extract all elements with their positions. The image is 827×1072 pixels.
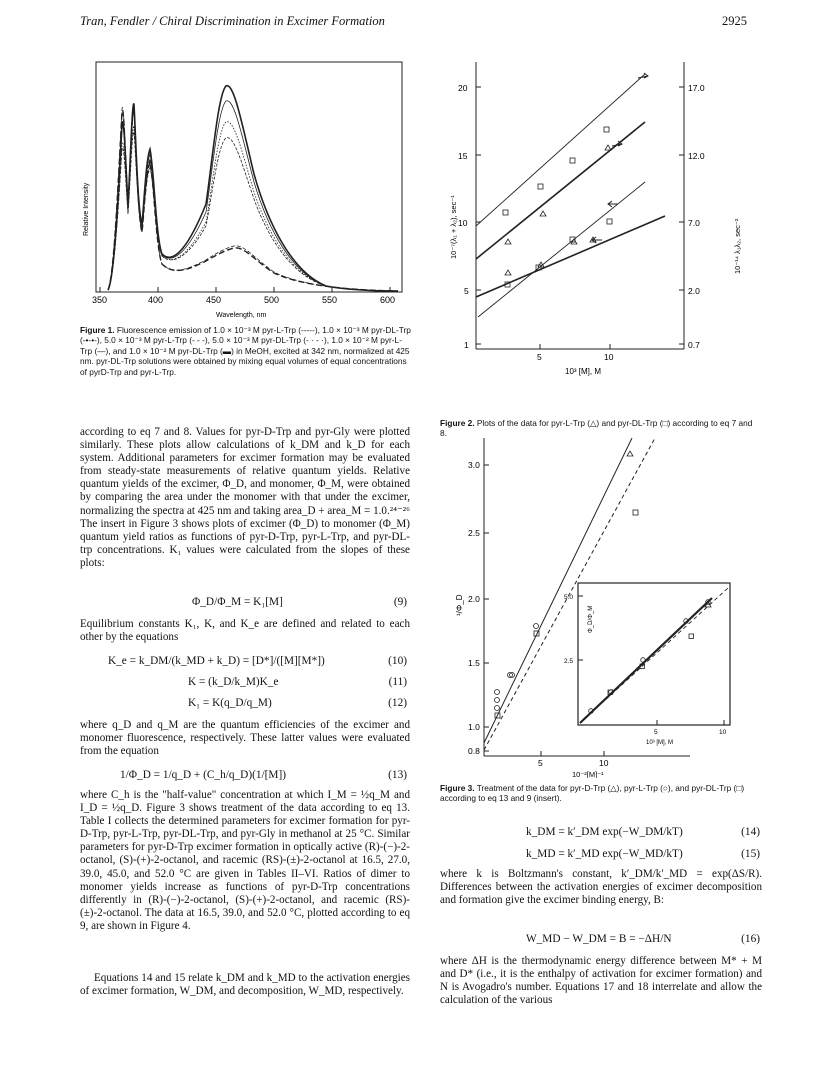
- equation-12-number: (12): [388, 697, 407, 709]
- left-paragraph-3: where q_D and q_M are the quantum efficiencies of the excimer and monomer fluorescence, respectively. These latter values were evaluated from the equation: [80, 719, 410, 758]
- fig2-rtick-07: 0.7: [688, 340, 700, 350]
- fig2-ytick-20: 20: [458, 83, 468, 93]
- left-paragraph-4: where C_h is the "half-value" concentration at which I_M = ½q_M and I_D = ½q_D. Figure 3 shows treatment of the data according to eq 13. Table I collects the determined parameters for excimer formation for pyr-D-Trp, pyr-L-Trp, pyr-DL-Trp, and pyr-Gly in methanol at 25 °C. Similar parameters for pyr-D-Trp excimer formation in optically active (R)-(−)-2-octanol, (S)-(+)-2-octanol, and racemic (RS)-(±)-2-octanol at 16.5, 27.0, 39.0, 45.0, and 52.0 °C are given in Tables II–VI. Ratios of dimer to monomer yields increase as functions of pyr-D-Trp concentrations differently in (R)-(−)-2-octanol, (S)-(+)-2-octanol, and racemic (RS)-(±)-2-octanol. The data at 16.5, 39.0, and 52.0 °C, plotted according to eq 9, are shown in Figure 4.: [80, 789, 410, 932]
- equation-11-number: (11): [388, 676, 407, 688]
- fig3-inset-ytick-25: 2.5: [564, 658, 574, 665]
- page-number: 2925: [722, 14, 747, 28]
- equation-13: [80, 769, 407, 783]
- equation-10-number: (10): [388, 655, 407, 667]
- fig1-ylabel: Relative Intensity: [83, 182, 90, 236]
- right-paragraph-1: where k is Boltzmann's constant, k′_DM/k′_MD = exp(ΔS/R). Differences between the activation energies of excimer decomposition and formation give the excimer binding energy, B:: [440, 868, 762, 907]
- fig2-rtick-2: 2.0: [688, 286, 700, 296]
- figure-3-caption-text: Treatment of the data for pyr-D-Trp (△), pyr-L-Trp (○), and pyr-DL-Trp (□) according to eq 13 and 9 (insert).: [440, 783, 745, 804]
- fig3-xtick-10: 10: [599, 758, 609, 768]
- fig2-ylabel-left: 10⁻⁷(λ₁ + λ₂), sec⁻¹: [449, 195, 458, 259]
- fig2-xtick-10: 10: [604, 352, 614, 362]
- fig2-ytick-15: 15: [458, 151, 468, 161]
- fig3-inset-xlabel: 10³ [M], M: [646, 740, 674, 746]
- equation-14-formula: k_DM = k′_DM exp(−W_DM/kT): [526, 826, 683, 838]
- equation-9-formula: Φ_D/Φ_M = K₁[M]: [192, 596, 283, 608]
- equation-14: [440, 826, 760, 840]
- equation-11: [80, 676, 407, 690]
- equation-10: [80, 655, 407, 669]
- fig2-xlabel: 10³ [M], M: [565, 367, 602, 376]
- fig2-rtick-7: 7.0: [688, 218, 700, 228]
- fig2-ytick-10: 10: [458, 218, 468, 228]
- equation-13-formula: 1/Φ_D = 1/q_D + (C_h/q_D)(1/[M]): [120, 769, 286, 781]
- running-header-title: Tran, Fendler / Chiral Discrimination in Excimer Formation: [80, 14, 385, 28]
- fig2-ytick-5: 5: [464, 286, 469, 296]
- fig2-points: [503, 127, 612, 287]
- figure-3-caption-label: Figure 3.: [440, 783, 475, 793]
- fig3-ytick-3: 3.0: [468, 460, 480, 470]
- fig1-xtick-350: 350: [92, 295, 108, 305]
- equation-10-formula: K_e = k_DM/(k_MD + k_D) = [D*]/([M][M*]): [108, 655, 325, 667]
- equation-12: [80, 697, 407, 711]
- left-paragraph-5: Equations 14 and 15 relate k_DM and k_MD to the activation energies of excimer formation, W_DM, and decomposition, W_MD, respectively.: [80, 972, 410, 998]
- fig1-xtick-400: 400: [148, 295, 164, 305]
- fig2-rtick-12: 12.0: [688, 151, 705, 161]
- equation-16: [440, 933, 760, 947]
- fig3-xtick-5: 5: [538, 758, 543, 768]
- figure-1-spectrum: [78, 54, 408, 322]
- equation-16-formula: W_MD − W_DM = B = −ΔH/N: [526, 933, 672, 945]
- figure-2-caption: [440, 418, 758, 439]
- equation-15: [440, 848, 760, 862]
- fig1-curves: [108, 86, 398, 291]
- figure-2-caption-label: Figure 2.: [440, 418, 475, 428]
- fig3-inset-ylabel: Φ_D/Φ_M: [588, 605, 594, 633]
- fig3-inset-ytick-5: 5.0: [564, 594, 574, 601]
- left-paragraph-2: Equilibrium constants K₁, K, and K_e are defined and related to each other by the equations: [80, 618, 410, 644]
- equation-15-number: (15): [741, 848, 760, 860]
- equation-11-formula: K = (k_D/k_M)K_e: [188, 676, 279, 688]
- fig1-xtick-500: 500: [264, 295, 280, 305]
- fig3-ytick-1: 1.0: [468, 722, 480, 732]
- right-paragraph-2: where ΔH is the thermodynamic energy difference between M* + M and D* (i.e., it is the enthalpy of activation for excimer formation) and N is Avogadro's number. Equations 17 and 18 interrelate and allow the calculation of the various: [440, 955, 762, 1007]
- figure-2-caption-text: Plots of the data for pyr-L-Trp (△) and pyr-DL-Trp (□) according to eq 7 and 8.: [440, 418, 753, 439]
- figure-1-caption-text: Fluorescence emission of 1.0 × 10⁻³ M pyr-L-Trp (-----), 1.0 × 10⁻³ M pyr-DL-Trp (-•-•-), 5.0 × 10⁻³ M pyr-L-Trp (- - -), 5.0 × 10⁻³ M pyr-DL-Trp (- · - ·), 1.0 × 10⁻² M pyr-L-Trp (—), and 1.0 × 10⁻² M pyr-DL-Trp (▬) in MeOH, excited at 342 nm, normalized at 425 nm. pyr-DL-Trp solutions were obtained by mixing equal volumes of equal concentrations of pyrD-Trp and pyr-L-Trp.: [80, 325, 411, 377]
- equation-16-number: (16): [741, 933, 760, 945]
- fig3-ytick-2: 2.0: [468, 594, 480, 604]
- fig1-xtick-600: 600: [380, 295, 396, 305]
- fig1-xtick-550: 550: [322, 295, 338, 305]
- equation-9: [80, 596, 407, 610]
- fig3-xlabel: 10⁻²[M]⁻¹: [572, 770, 604, 778]
- fig3-ylabel: ¹/Φ_D: [455, 594, 464, 616]
- fig1-xtick-450: 450: [206, 295, 222, 305]
- fig2-lines: [476, 74, 665, 317]
- figure-2-plot: [440, 54, 750, 414]
- equation-15-formula: k_MD = k′_MD exp(−W_MD/kT): [526, 848, 683, 860]
- equation-14-number: (14): [741, 826, 760, 838]
- fig2-rtick-17: 17.0: [688, 83, 705, 93]
- fig2-ytick-1: 1: [464, 340, 469, 350]
- figure-1-caption: [80, 325, 412, 377]
- figure-3-plot: [440, 438, 740, 778]
- figure-1-caption-label: Figure 1.: [80, 325, 115, 335]
- equation-13-number: (13): [388, 769, 407, 781]
- fig2-xtick-5: 5: [537, 352, 542, 362]
- left-paragraph-1: according to eq 7 and 8. Values for pyr-D-Trp and pyr-Gly were plotted similarly. These plots allow calculations of k_DM and k_D for each system. Additional parameters for excimer formation may be evaluated from steady-state measurements of relative quantum yields. Relative quantum yields of the excimer, Φ_D, and monomer, Φ_M, were obtained by comparing the area under the monomer with that under the excimer, normalizing the spectra at 425 nm and taking area_D + area_M = 1.0.²⁴⁻²⁶ The insert in Figure 3 shows plots of excimer (Φ_D) to monomer (Φ_M) quantum yield ratios as functions of pyr-D-Trp, pyr-L-Trp, and pyr-DL-trp concentrations. K₁ values were calculated from the slopes of these plots:: [80, 426, 410, 569]
- fig2-ylabel-right: 10⁻¹⁴ λ₁λ₂, sec⁻²: [733, 218, 742, 274]
- fig3-inset-xtick-10: 10: [719, 729, 727, 736]
- fig1-xlabel: Wavelength, nm: [216, 312, 267, 319]
- fig3-ytick-08: 0.8: [468, 746, 480, 756]
- equation-9-number: (9): [393, 596, 407, 608]
- figure-3-caption: [440, 783, 758, 804]
- fig3-ytick-15: 1.5: [468, 658, 480, 668]
- fig3-ytick-25: 2.5: [468, 528, 480, 538]
- fig3-inset-xtick-5: 5: [654, 729, 658, 736]
- equation-12-formula: K₁ = K(q_D/q_M): [188, 697, 272, 709]
